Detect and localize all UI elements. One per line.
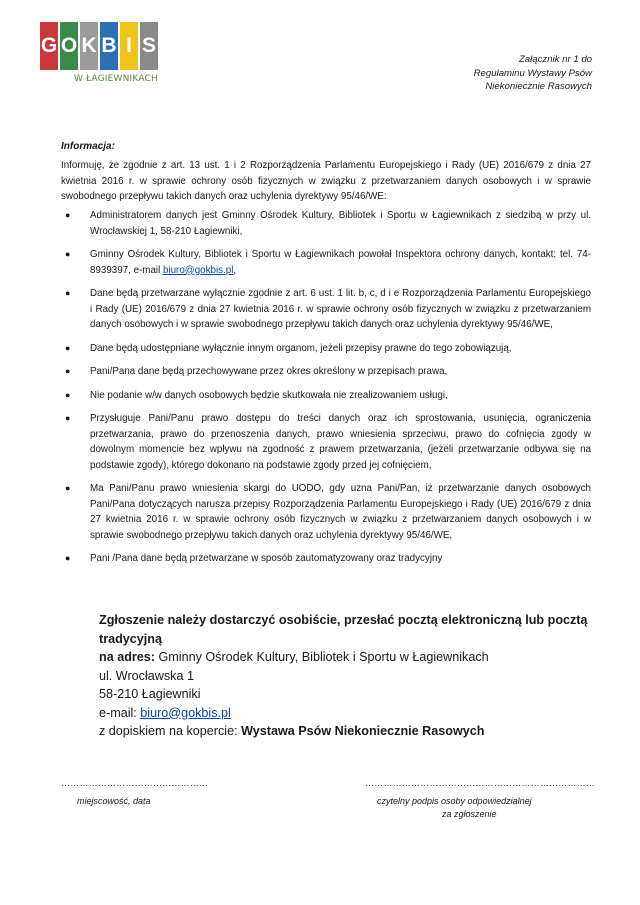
bullet-icon: ●: [65, 553, 71, 563]
submission-instructions: [99, 611, 599, 741]
list-item: ● Nie podanie w/w danych osobowych będzie skutkowała nie zrealizowaniem usługi,: [61, 388, 591, 404]
list-item: ● Ma Pani/Panu prawo wniesienia skargi do UODO, gdy uzna Pani/Pan, iż przetwarzanie danych osobowych Pani/Pana dotyczących narusza przepisy Rozporządzenia Parlamentu Europejskiego i Rady (UE) 2016/679 z dnia 27 kwietnia 2016 r. w sprawie ochrony osób fizycznych w związku z przetwarzaniem danych osobowych i w sprawie swobodnego przepływu takich danych oraz uchylenia dyrektywy 95/46/WE,: [65, 483, 591, 541]
submission-email-line: e-mail: biuro@gokbis.pl: [99, 705, 231, 720]
list-item: ● Pani/Pana dane będą przechowywane przez okres określony w przepisach prawa,: [61, 364, 591, 380]
list-item-iod: ● Gminny Ośrodek Kultury, Bibliotek i Sportu w Łagiewnikach powołał Inspektora ochrony danych, kontakt: tel. 74-8939397, e-mail biuro@gokbis.pl,: [65, 249, 591, 276]
submission-address-line: na adres: Gminny Ośrodek Kultury, Bibliotek i Sportu w Łagiewnikach: [99, 650, 489, 664]
logo-tiles: [40, 22, 158, 70]
bullet-icon: ●: [65, 413, 71, 423]
list-item: ● Administratorem danych jest Gminny Ośrodek Kultury, Bibliotek i Sportu w Łagiewnikach z siedzibą w przy ul. Wrocławskiej 1, 58-210 Łagiewniki,: [65, 210, 591, 237]
annex-line: Załącznik nr 1 do: [518, 54, 592, 65]
submission-email-link[interactable]: biuro@gokbis.pl: [140, 705, 231, 720]
bullet-icon: ●: [65, 483, 71, 493]
info-intro: Informuję, że zgodnie z art. 13 ust. 1 i 2 Rozporządzenia Parlamentu Europejskiego i Rady (UE) 2016/679 z dnia 27 kwietnia 2016 r. w sprawie ochrony osób fizycznych w związku z przetwarzaniem danych osobowych i w sprawie swobodnego przepływu takich danych oraz uchylenia dyrektywy 95/46/WE:: [61, 160, 591, 202]
bullet-icon: ●: [65, 288, 71, 298]
logo-tile-i: I: [120, 22, 138, 70]
logo-tile-s: S: [140, 22, 158, 70]
bullet-icon: ●: [65, 366, 71, 376]
info-title: Informacja:: [61, 141, 115, 152]
iod-email-link[interactable]: biuro@gokbis.pl: [162, 264, 234, 276]
signature-place-date: [61, 778, 209, 808]
signature-line: …………………………………………………………………: [365, 778, 595, 788]
submission-line: Zgłoszenie należy dostarczyć osobiście, przesłać pocztą elektroniczną lub pocztą tradycyjną: [99, 613, 588, 646]
list-item: ● Przysługuje Pani/Panu prawo dostępu do treści danych oraz ich sprostowania, usunięcia, ograniczenia przetwarzania, prawo do przenoszenia danych, prawo wniesienia sprzeciwu, prawo do cofnięcia zgody w dowolnym momencie bez wpływu na zgodność z prawem przetwarzania, (jeżeli przetwarzanie odbywa się na podstawie zgody), którego dokonano na podstawie zgody przed jej cofnięciem,: [65, 413, 591, 471]
place-date-caption: miejscowość, data: [77, 796, 151, 806]
logo-subtitle: W ŁAGIEWNIKACH: [73, 74, 158, 84]
signature-caption: czytelny podpis osoby odpowiedzialnej za zgłoszenie: [377, 796, 532, 819]
logo-tile-o: O: [60, 22, 78, 70]
annex-reference: [474, 53, 592, 94]
list-item: ● Dane będą udostępniane wyłącznie innym organom, jeżeli przepisy prawne do tego zobowiązują,: [61, 341, 591, 357]
info-list: [61, 208, 591, 575]
logo-tile-k: K: [80, 22, 98, 70]
submission-postcode: 58-210 Łagiewniki: [99, 687, 201, 701]
bullet-icon: ●: [65, 210, 71, 220]
annex-line: Niekoniecznie Rasowych: [485, 81, 592, 92]
gokbis-logo: [40, 22, 158, 94]
logo-tile-g: G: [40, 22, 58, 70]
annex-line: Regulaminu Wystawy Psów: [473, 67, 592, 79]
bullet-icon: ●: [65, 249, 71, 259]
place-date-line: …………………………………………: [61, 778, 209, 788]
list-item: ● Dane będą przetwarzane wyłącznie zgodnie z art. 6 ust. 1 lit. b, c, d i e Rozporządzenia Parlamentu Europejskiego i Rady (UE) 2016/679 z dnia 27 kwietnia 2016 r. w sprawie ochrony osób fizycznych w związku z przetwarzaniem danych osobowych i w sprawie swobodnego przepływu takich danych oraz uchylenia dyrektywy 95/46/WE,: [65, 288, 591, 330]
logo-tile-b: B: [100, 22, 118, 70]
submission-envelope-line: z dopiskiem na kopercie: Wystawa Psów Niekoniecznie Rasowych: [99, 724, 485, 738]
submission-street: ul. Wrocławska 1: [99, 668, 194, 683]
bullet-icon: ●: [65, 342, 71, 353]
signature-responsible-person: [365, 778, 595, 821]
bullet-icon: ●: [65, 389, 71, 400]
list-item: ● Pani /Pana dane będą przetwarzane w sposób zautomatyzowany oraz tradycyjny: [61, 551, 591, 567]
